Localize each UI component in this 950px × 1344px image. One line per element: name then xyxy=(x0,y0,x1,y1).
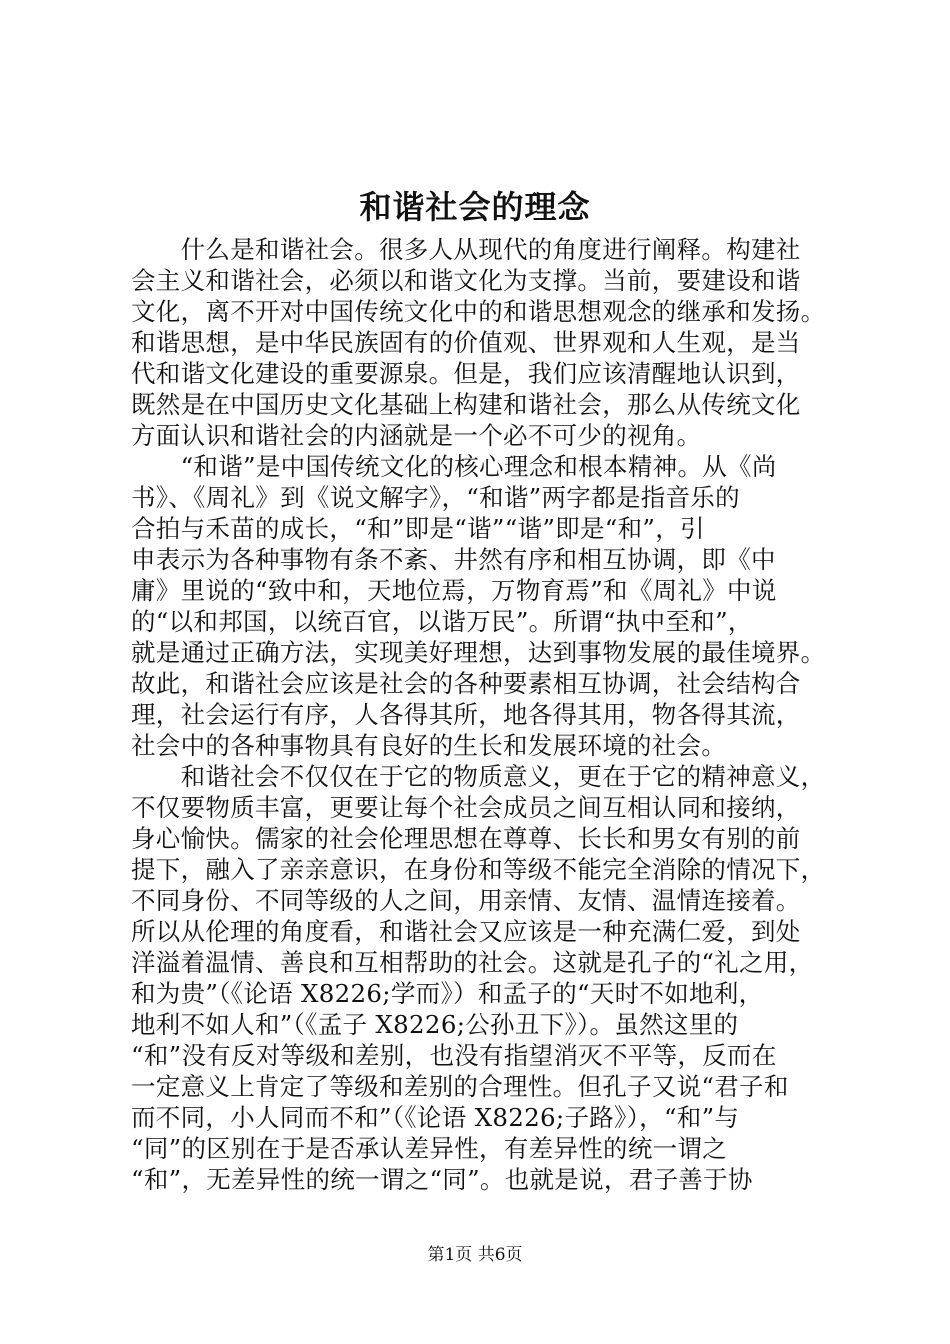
text-line: “和”没有反对等级和差别，也没有指望消灭不平等，反而在 xyxy=(131,1041,777,1070)
text-line: 不同身份、不同等级的人之间，用亲情、友情、温情连接着。 xyxy=(131,886,801,915)
text-line: 代和谐文化建设的重要源泉。但是，我们应该清醒地认识到， xyxy=(131,359,801,388)
text-line: “和”，无差异性的统一谓之“同”。也就是说，君子善于协 xyxy=(131,1165,753,1194)
text-line: 就是通过正确方法，实现美好理想，达到事物发展的最佳境界。 xyxy=(131,638,826,667)
text-line: 和谐社会不仅仅在于它的物质意义，更在于它的精神意义， xyxy=(131,762,826,791)
text-line: 所以从伦理的角度看，和谐社会又应该是一种充满仁爱，到处 xyxy=(131,917,801,946)
text-line: 方面认识和谐社会的内涵就是一个必不可少的视角。 xyxy=(131,421,702,450)
text-line: 合拍与禾苗的成长，“和”即是“谐”“谐”即是“和”，引 xyxy=(131,514,705,543)
text-line: 故此，和谐社会应该是社会的各种要素相互协调，社会结构合 xyxy=(131,669,801,698)
text-line: 和为贵”（《论语 X8226;学而》）和孟子的“天时不如地利， xyxy=(131,979,764,1008)
text-line: 和谐思想，是中华民族固有的价值观、世界观和人生观，是当 xyxy=(131,328,801,357)
text-line: 理，社会运行有序，人各得其所，地各得其用，物各得其流， xyxy=(131,700,801,729)
text-line: 会主义和谐社会，必须以和谐文化为支撑。当前，要建设和谐 xyxy=(131,266,801,295)
document-body xyxy=(131,234,851,1195)
document-title: 和谐社会的理念 xyxy=(359,188,591,226)
text-line: 不仅要物质丰富，更要让每个社会成员之间互相认同和接纳， xyxy=(131,793,801,822)
text-line: “同”的区别在于是否承认差异性，有差异性的统一谓之 xyxy=(131,1134,728,1163)
text-line: 什么是和谐社会。很多人从现代的角度进行阐释。构建社 xyxy=(131,235,801,264)
text-line: 而不同，小人同而不和”（《论语 X8226;子路》），“和”与 xyxy=(131,1103,740,1132)
text-line: 文化，离不开对中国传统文化中的和谐思想观念的继承和发扬。 xyxy=(131,297,826,326)
text-line: 既然是在中国历史文化基础上构建和谐社会，那么从传统文化 xyxy=(131,390,801,419)
page-footer: 第1页 共6页 xyxy=(427,1245,523,1265)
text-line: 庸》里说的“致中和，天地位焉，万物育焉”和《周礼》中说 xyxy=(131,576,777,605)
text-line: “和谐”是中国传统文化的核心理念和根本精神。从《尚 xyxy=(131,452,777,481)
text-line: 提下，融入了亲亲意识，在身份和等级不能完全消除的情况下， xyxy=(131,855,826,884)
text-line: 一定意义上肯定了等级和差别的合理性。但孔子又说“君子和 xyxy=(131,1072,789,1101)
text-line: 的“以和邦国，以统百官，以谐万民”。所谓“执中至和”， xyxy=(131,607,753,636)
text-line: 书》、《周礼》到《说文解字》，“和谐”两字都是指音乐的 xyxy=(131,483,740,512)
text-line: 申表示为各种事物有条不紊、井然有序和相互协调，即《中 xyxy=(131,545,776,574)
text-line: 社会中的各种事物具有良好的生长和发展环境的社会。 xyxy=(131,731,727,760)
text-line: 地利不如人和”（《孟子 X8226;公孙丑下》）。虽然这里的 xyxy=(131,1010,739,1039)
text-line: 洋溢着温情、善良和互相帮助的社会。这就是孔子的“礼之用， xyxy=(131,948,814,977)
text-line: 身心愉快。儒家的社会伦理思想在尊尊、长长和男女有别的前 xyxy=(131,824,801,853)
